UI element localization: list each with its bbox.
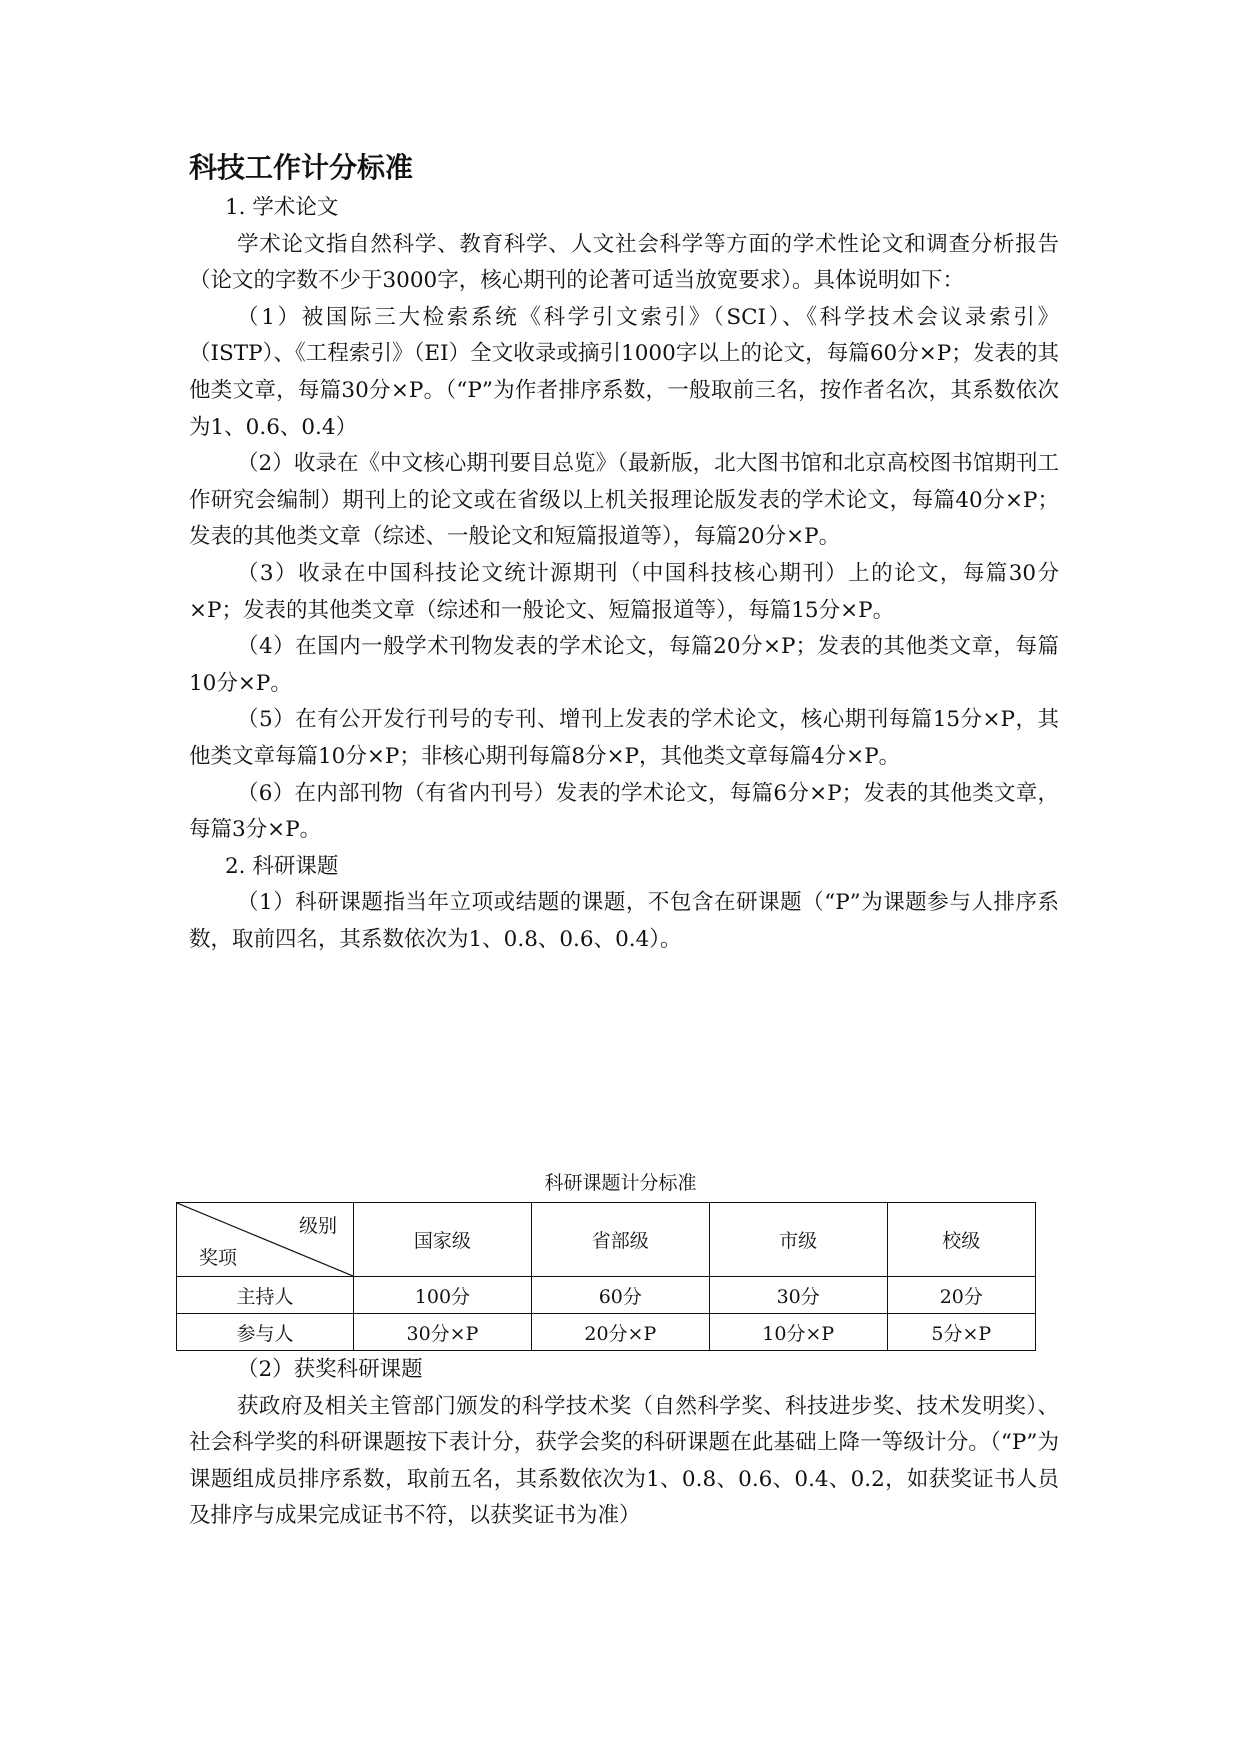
section2-heading: 2. 科研课题	[225, 853, 339, 879]
section1-item-3: （3）收录在中国科技论文统计源期刊（中国科技核心期刊）上的论文，每篇30分×P；发表的其他类文章（综述和一般论文、短篇报道等），每篇15分×P。	[189, 560, 1059, 623]
table-cell: 60分	[531, 1277, 709, 1314]
table-header-row	[177, 1203, 1036, 1277]
column-header: 校级	[887, 1203, 1035, 1277]
document-body-continued	[189, 1352, 1059, 1535]
section1-intro: 学术论文指自然科学、教育科学、人文社会科学等方面的学术性论文和调查分析报告（论文的字数不少于3000字，核心期刊的论著可适当放宽要求）。具体说明如下：	[189, 231, 1059, 294]
row-header: 参与人	[177, 1314, 354, 1351]
section2-item-2-heading: （2）获奖科研课题	[237, 1357, 423, 1382]
scoring-table	[176, 1202, 1036, 1351]
column-header: 市级	[709, 1203, 887, 1277]
section1-item-4: （4）在国内一般学术刊物发表的学术论文，每篇20分×P；发表的其他类文章，每篇10分×P。	[189, 634, 1059, 696]
corner-label-award: 奖项	[199, 1247, 238, 1269]
section1-item-6: （6）在内部刊物（有省内刊号）发表的学术论文，每篇6分×P；发表的其他类文章，每篇3分×P。	[189, 780, 1059, 843]
section1-heading: 1. 学术论文	[225, 195, 339, 220]
corner-label-level: 级别	[298, 1215, 337, 1237]
table-cell: 20分	[887, 1277, 1035, 1314]
table-cell: 10分×P	[709, 1314, 887, 1351]
column-header: 省部级	[531, 1203, 709, 1277]
table-row	[177, 1277, 1036, 1314]
section1-item-5: （5）在有公开发行刊号的专刊、增刊上发表的学术论文，核心期刊每篇15分×P，其他类文章每篇10分×P；非核心期刊每篇8分×P，其他类文章每篇4分×P。	[189, 707, 1059, 769]
section1-item-2: （2）收录在《中文核心期刊要目总览》（最新版，北大图书馆和北京高校图书馆期刊工作研究会编制）期刊上的论文或在省级以上机关报理论版发表的学术论文，每篇40分×P；发表的其他类文章（综述、一般论文和短篇报道等），每篇20分×P。	[189, 451, 1059, 550]
section1-item-1: （1）被国际三大检索系统《科学引文索引》（SCI）、《科学技术会议录索引》（ISTP）、《工程索引》（EI）全文收录或摘引1000字以上的论文，每篇60分×P；发表的其他类文章，每篇30分×P。（“P”为作者排序系数，一般取前三名，按作者名次，其系数依次为1、0.6、0.4）	[189, 304, 1059, 440]
document-title: 科技工作计分标准	[189, 151, 414, 184]
table-cell: 5分×P	[887, 1314, 1035, 1351]
column-header: 国家级	[354, 1203, 532, 1277]
section2-item-1: （1）科研课题指当年立项或结题的课题，不包含在研课题（“P”为课题参与人排序系数，取前四名，其系数依次为1、0.8、0.6、0.4）。	[189, 890, 1059, 952]
table-cell: 20分×P	[531, 1314, 709, 1351]
table-cell: 30分	[709, 1277, 887, 1314]
table-cell: 30分×P	[354, 1314, 532, 1351]
section2-item-2-body: 获政府及相关主管部门颁发的科学技术奖（自然科学奖、科技进步奖、技术发明奖）、社会科学奖的科研课题按下表计分，获学会奖的科研课题在此基础上降一等级计分。（“P”为课题组成员排序系数，取前五名，其系数依次为1、0.8、0.6、0.4、0.2，如获奖证书人员及排序与成果完成证书不符，以获奖证书为准）	[189, 1393, 1059, 1529]
table-row	[177, 1314, 1036, 1351]
table-cell: 100分	[354, 1277, 532, 1314]
document-body	[189, 148, 1059, 958]
table-corner-cell	[177, 1203, 354, 1277]
table-caption: 科研课题计分标准	[544, 1172, 697, 1194]
row-header: 主持人	[177, 1277, 354, 1314]
